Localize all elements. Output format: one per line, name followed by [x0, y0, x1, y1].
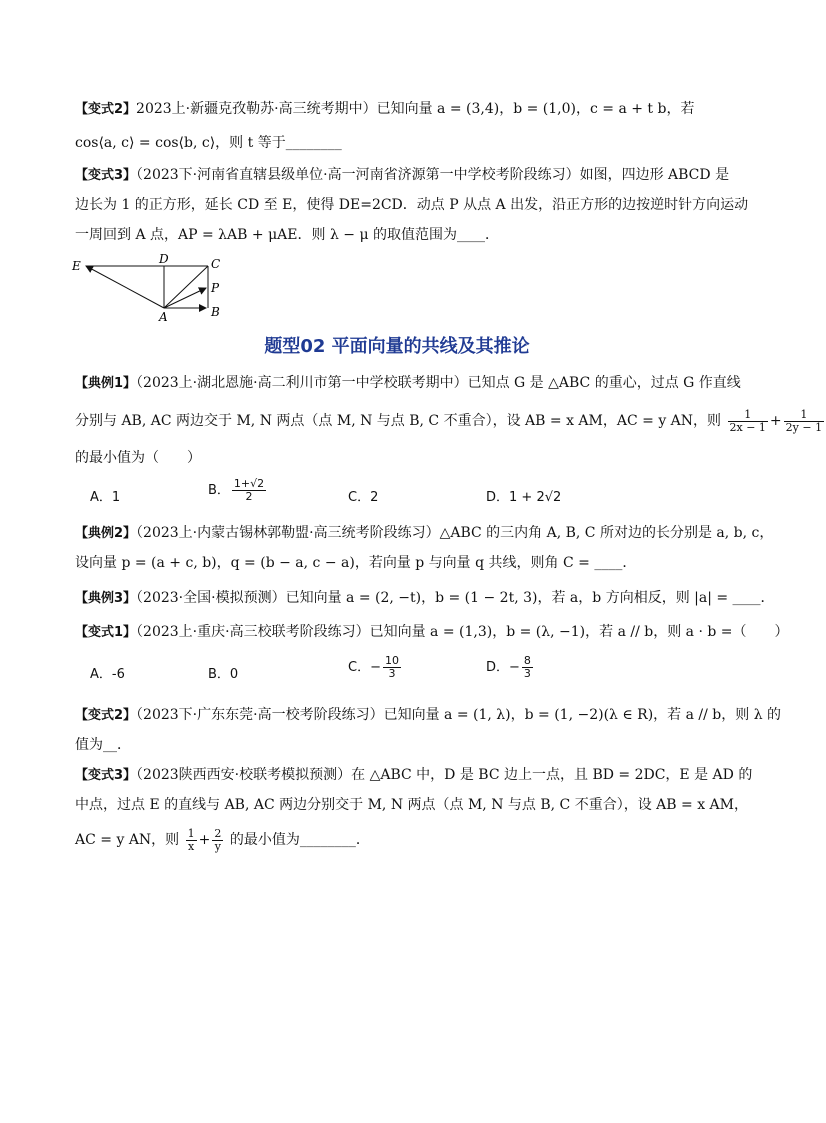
variant3-tag: 【变式3】 [75, 168, 137, 183]
variant3b-line3 [75, 824, 370, 856]
choice-b-denominator: 2 [245, 490, 253, 503]
v3b-fraction1-denominator: x [188, 839, 195, 853]
example3-line1 [75, 588, 775, 609]
variant2b-line2: 值为__． [75, 737, 131, 753]
example1-text2: 分别与 AB, AC 两边交于 M, N 两点（点 M, N 与点 B, C 不重合），设 AB = x AM，AC = y AN，则 [75, 413, 722, 429]
variant2b-tag: 【变式2】 [75, 708, 137, 723]
variant3-line1 [75, 165, 729, 186]
example1-fraction2 [784, 409, 824, 434]
example1-line2: 分别与 AB, AC 两边交于 M, N 两点（点 M, N 与点 B, C 不重合），设 AB = x AM，AC = y AN，则 $\frac{1}{2x - 1}$ + $\frac{1}{2y - 1}$ [75, 407, 823, 434]
choice-c-label: C．− [348, 660, 381, 675]
example1-line3: 的最小值为（ ） [75, 450, 201, 466]
label-C: C [211, 257, 221, 271]
line-A-C [164, 266, 208, 308]
section-title: 题型02 平面向量的共线及其推论 [264, 336, 530, 357]
vector-AE [86, 266, 164, 308]
square-figure [68, 252, 228, 322]
choice-b-fraction [232, 478, 266, 503]
example1-tag: 【典例1】 [75, 376, 137, 391]
v3b-fraction2-denominator: y [214, 839, 221, 853]
variant3-line2: 边长为 1 的正方形，延长 CD 至 E，使得 DE=2CD．动点 P 从点 A 出发，沿正方形的边按逆时针方向运动 [75, 197, 749, 213]
variant3b-fraction1 [186, 828, 197, 853]
variant3b-text1: （2023陕西西安·校联考模拟预测）在 △ABC 中，D 是 BC 边上一点，且 BD = 2DC，E 是 AD 的 [136, 767, 753, 783]
choice-d-numerator: 8 [523, 654, 531, 667]
fraction2-numerator: 1 [784, 409, 824, 422]
label-A: A [159, 310, 168, 324]
variant1-tag: 【变式1】 [75, 625, 137, 640]
variant3-text1: （2023下·河南省直辖县级单位·高一河南省济源第一中学校考阶段练习）如图，四边形 ABCD 是 [136, 167, 730, 183]
example2-line2: 设向量 p = (a + c, b)，q = (b − a, c − a)，若向量 p 与向量 q 共线，则角 C = ____． [75, 555, 637, 571]
variant3b-plus: + [198, 832, 211, 848]
variant2b-text1: （2023下·广东东莞·高一校考阶段练习）已知向量 a = (1, λ)，b = (1, −2)(λ ∈ R)，若 a // b，则 λ 的 [136, 707, 782, 723]
example3-text1: （2023·全国·模拟预测）已知向量 a = (2, −t)，b = (1 − 2t, 3)，若 a，b 方向相反，则 |a| = ____． [136, 590, 775, 606]
variant3b-line1 [75, 765, 752, 786]
vector-AP [164, 288, 206, 308]
example1-text1: （2023上·湖北恩施·高二利川市第一中学校联考期中）已知点 G 是 △ABC 的重心，过点 G 作直线 [136, 375, 741, 391]
variant3b-text3b: 的最小值为________． [229, 832, 370, 848]
variant3b-fraction2 [212, 828, 223, 853]
example1-choice-b [208, 478, 268, 503]
variant3b-text3a: AC = y AN，则 [75, 832, 180, 848]
choice-d-fraction [522, 655, 533, 680]
example1-choice-d: D．1 + 2√2 [486, 490, 562, 505]
fraction1-denominator: 2x − 1 [729, 420, 766, 434]
label-P: P [211, 281, 220, 295]
label-E: E [72, 259, 81, 273]
choice-d-denominator: 3 [523, 667, 531, 680]
label-D: D [159, 252, 169, 266]
fraction2-denominator: 2y − 1 [785, 420, 823, 434]
variant2-line1 [75, 99, 694, 120]
variant3b-tag: 【变式3】 [75, 768, 137, 783]
example1-choice-a: A．1 [90, 490, 121, 505]
variant3-line3: 一周回到 A 点，AP = λAB + μAE．则 λ − μ 的取值范围为____． [75, 227, 500, 243]
variant1-choice-a: A．-6 [90, 667, 125, 682]
choice-c-fraction [383, 655, 401, 680]
example2-text1: （2023上·内蒙古锡林郭勒盟·高三统考阶段练习）△ABC 的三内角 A, B, C 所对边的长分别是 a, b, c， [136, 525, 774, 541]
example1-choice-c: C．2 [348, 490, 379, 505]
label-B: B [211, 305, 220, 319]
v3b-fraction2-numerator: 2 [214, 826, 222, 840]
variant1-choice-d [486, 655, 535, 680]
variant2-line2: cos⟨a, c⟩ = cos⟨b, c⟩，则 t 等于________ [75, 135, 342, 151]
example2-line1 [75, 523, 773, 544]
choice-b-label: B． [208, 483, 230, 498]
variant3b-line2: 中点，过点 E 的直线与 AB, AC 两边分别交于 M, N 两点（点 M, N 与点 B, C 不重合），设 AB = x AM， [75, 797, 748, 813]
fraction1-numerator: 1 [728, 409, 768, 422]
variant2-text1: 2023上·新疆克孜勒苏·高三统考期中）已知向量 a = (3,4)，b = (1,0)，c = a + t b，若 [136, 101, 695, 117]
variant2b-line1 [75, 705, 781, 726]
example1-fraction1 [728, 409, 768, 434]
example1-line1 [75, 373, 741, 394]
choice-d-label: D．− [486, 660, 520, 675]
choice-c-numerator: 10 [384, 654, 399, 667]
variant1-text1: （2023上·重庆·高三校联考阶段练习）已知向量 a = (1,3)，b = (λ, −1)，若 a // b，则 a · b =（ ） [136, 624, 789, 640]
variant1-choice-b: B．0 [208, 667, 239, 682]
example3-tag: 【典例3】 [75, 591, 137, 606]
variant1-line1 [75, 622, 789, 643]
choice-c-denominator: 3 [388, 667, 396, 680]
v3b-fraction1-numerator: 1 [187, 826, 195, 840]
variant1-choice-c [348, 655, 403, 680]
variant2-tag: 【变式2】 [75, 102, 137, 117]
choice-b-numerator: 1+√2 [233, 477, 265, 490]
example2-tag: 【典例2】 [75, 526, 137, 541]
